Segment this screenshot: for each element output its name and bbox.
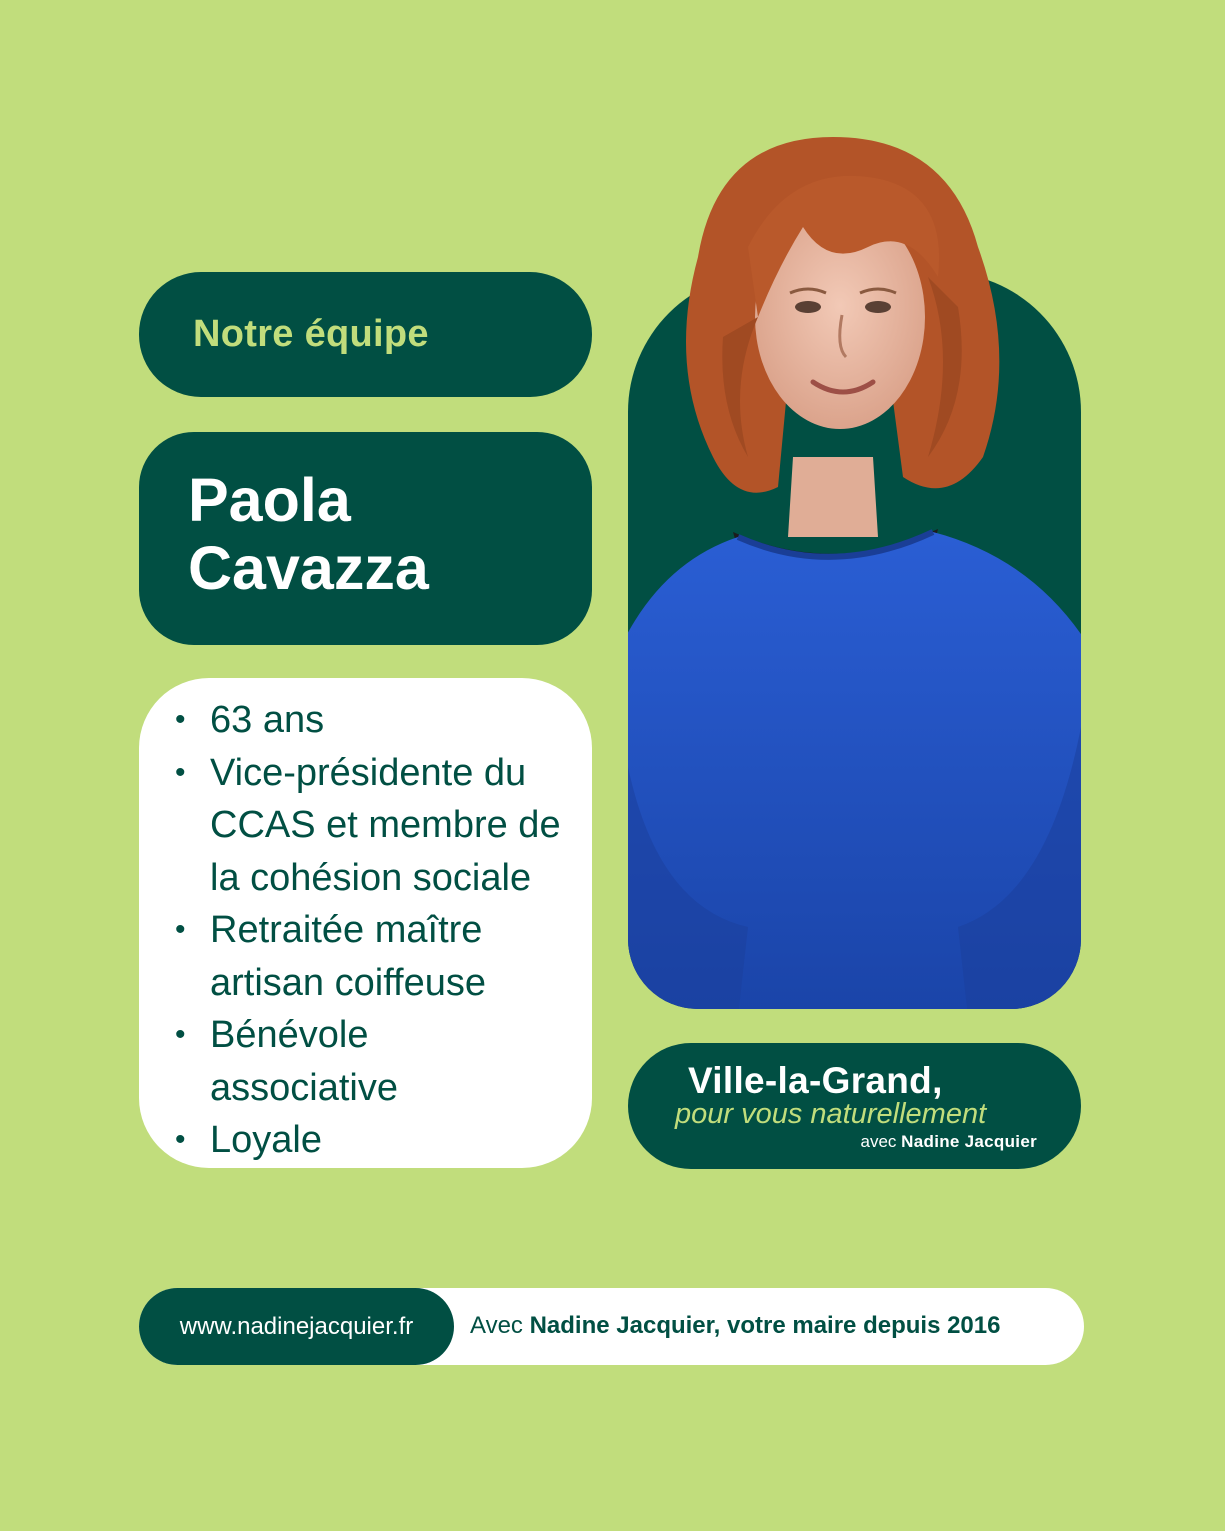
bio-item: [175, 1009, 582, 1114]
last-name: Cavazza: [188, 534, 429, 602]
bio-list: [175, 694, 582, 1167]
bio-item: [175, 904, 582, 1009]
slogan-title: Ville-la-Grand,: [688, 1060, 943, 1101]
footer-tagline-prefix: Avec: [470, 1312, 523, 1339]
bullet-icon: •: [175, 1123, 186, 1156]
bio-item-line: Retraitée maître: [210, 909, 483, 951]
bio-item-line: Vice-présidente du: [210, 751, 527, 794]
footer-bar: [139, 1288, 1084, 1365]
footer-tagline-bold: Nadine Jacquier, votre maire depuis 2016: [529, 1312, 1001, 1339]
bio-item-line: associative: [210, 1066, 398, 1109]
bio-item: [175, 694, 582, 747]
name-card: [139, 432, 592, 645]
portrait-frame: [628, 272, 1081, 1009]
bullet-icon: •: [175, 703, 186, 736]
slogan-pill: [628, 1043, 1081, 1169]
bio-item-line: 63 ans: [210, 699, 325, 741]
slogan-avec: [861, 1132, 1037, 1152]
slogan-avec-prefix: avec: [860, 1132, 897, 1151]
bullet-icon: •: [175, 913, 186, 946]
slogan-avec-name: Nadine Jacquier: [901, 1132, 1037, 1151]
bio-item-line: artisan coiffeuse: [210, 961, 487, 1004]
section-label-pill: [139, 272, 592, 397]
section-label: Notre équipe: [193, 313, 429, 355]
bio-card: [139, 678, 592, 1168]
footer-tagline: [470, 1312, 1000, 1340]
first-name: Paola: [188, 466, 351, 534]
bullet-icon: •: [175, 1018, 186, 1051]
website-link[interactable]: www.nadinejacquier.fr: [139, 1288, 454, 1365]
slogan-subtitle: pour vous naturellement: [675, 1098, 987, 1130]
bio-item-line: CCAS et membre de: [210, 804, 561, 846]
portrait-photo: [628, 207, 1081, 1007]
bio-item: [175, 747, 582, 905]
bio-item-line: Loyale: [210, 1119, 322, 1161]
bio-item: [175, 1114, 582, 1167]
bullet-icon: •: [175, 755, 186, 789]
bio-item-line: la cohésion sociale: [210, 856, 532, 899]
bio-item-line: Bénévole: [210, 1014, 369, 1056]
